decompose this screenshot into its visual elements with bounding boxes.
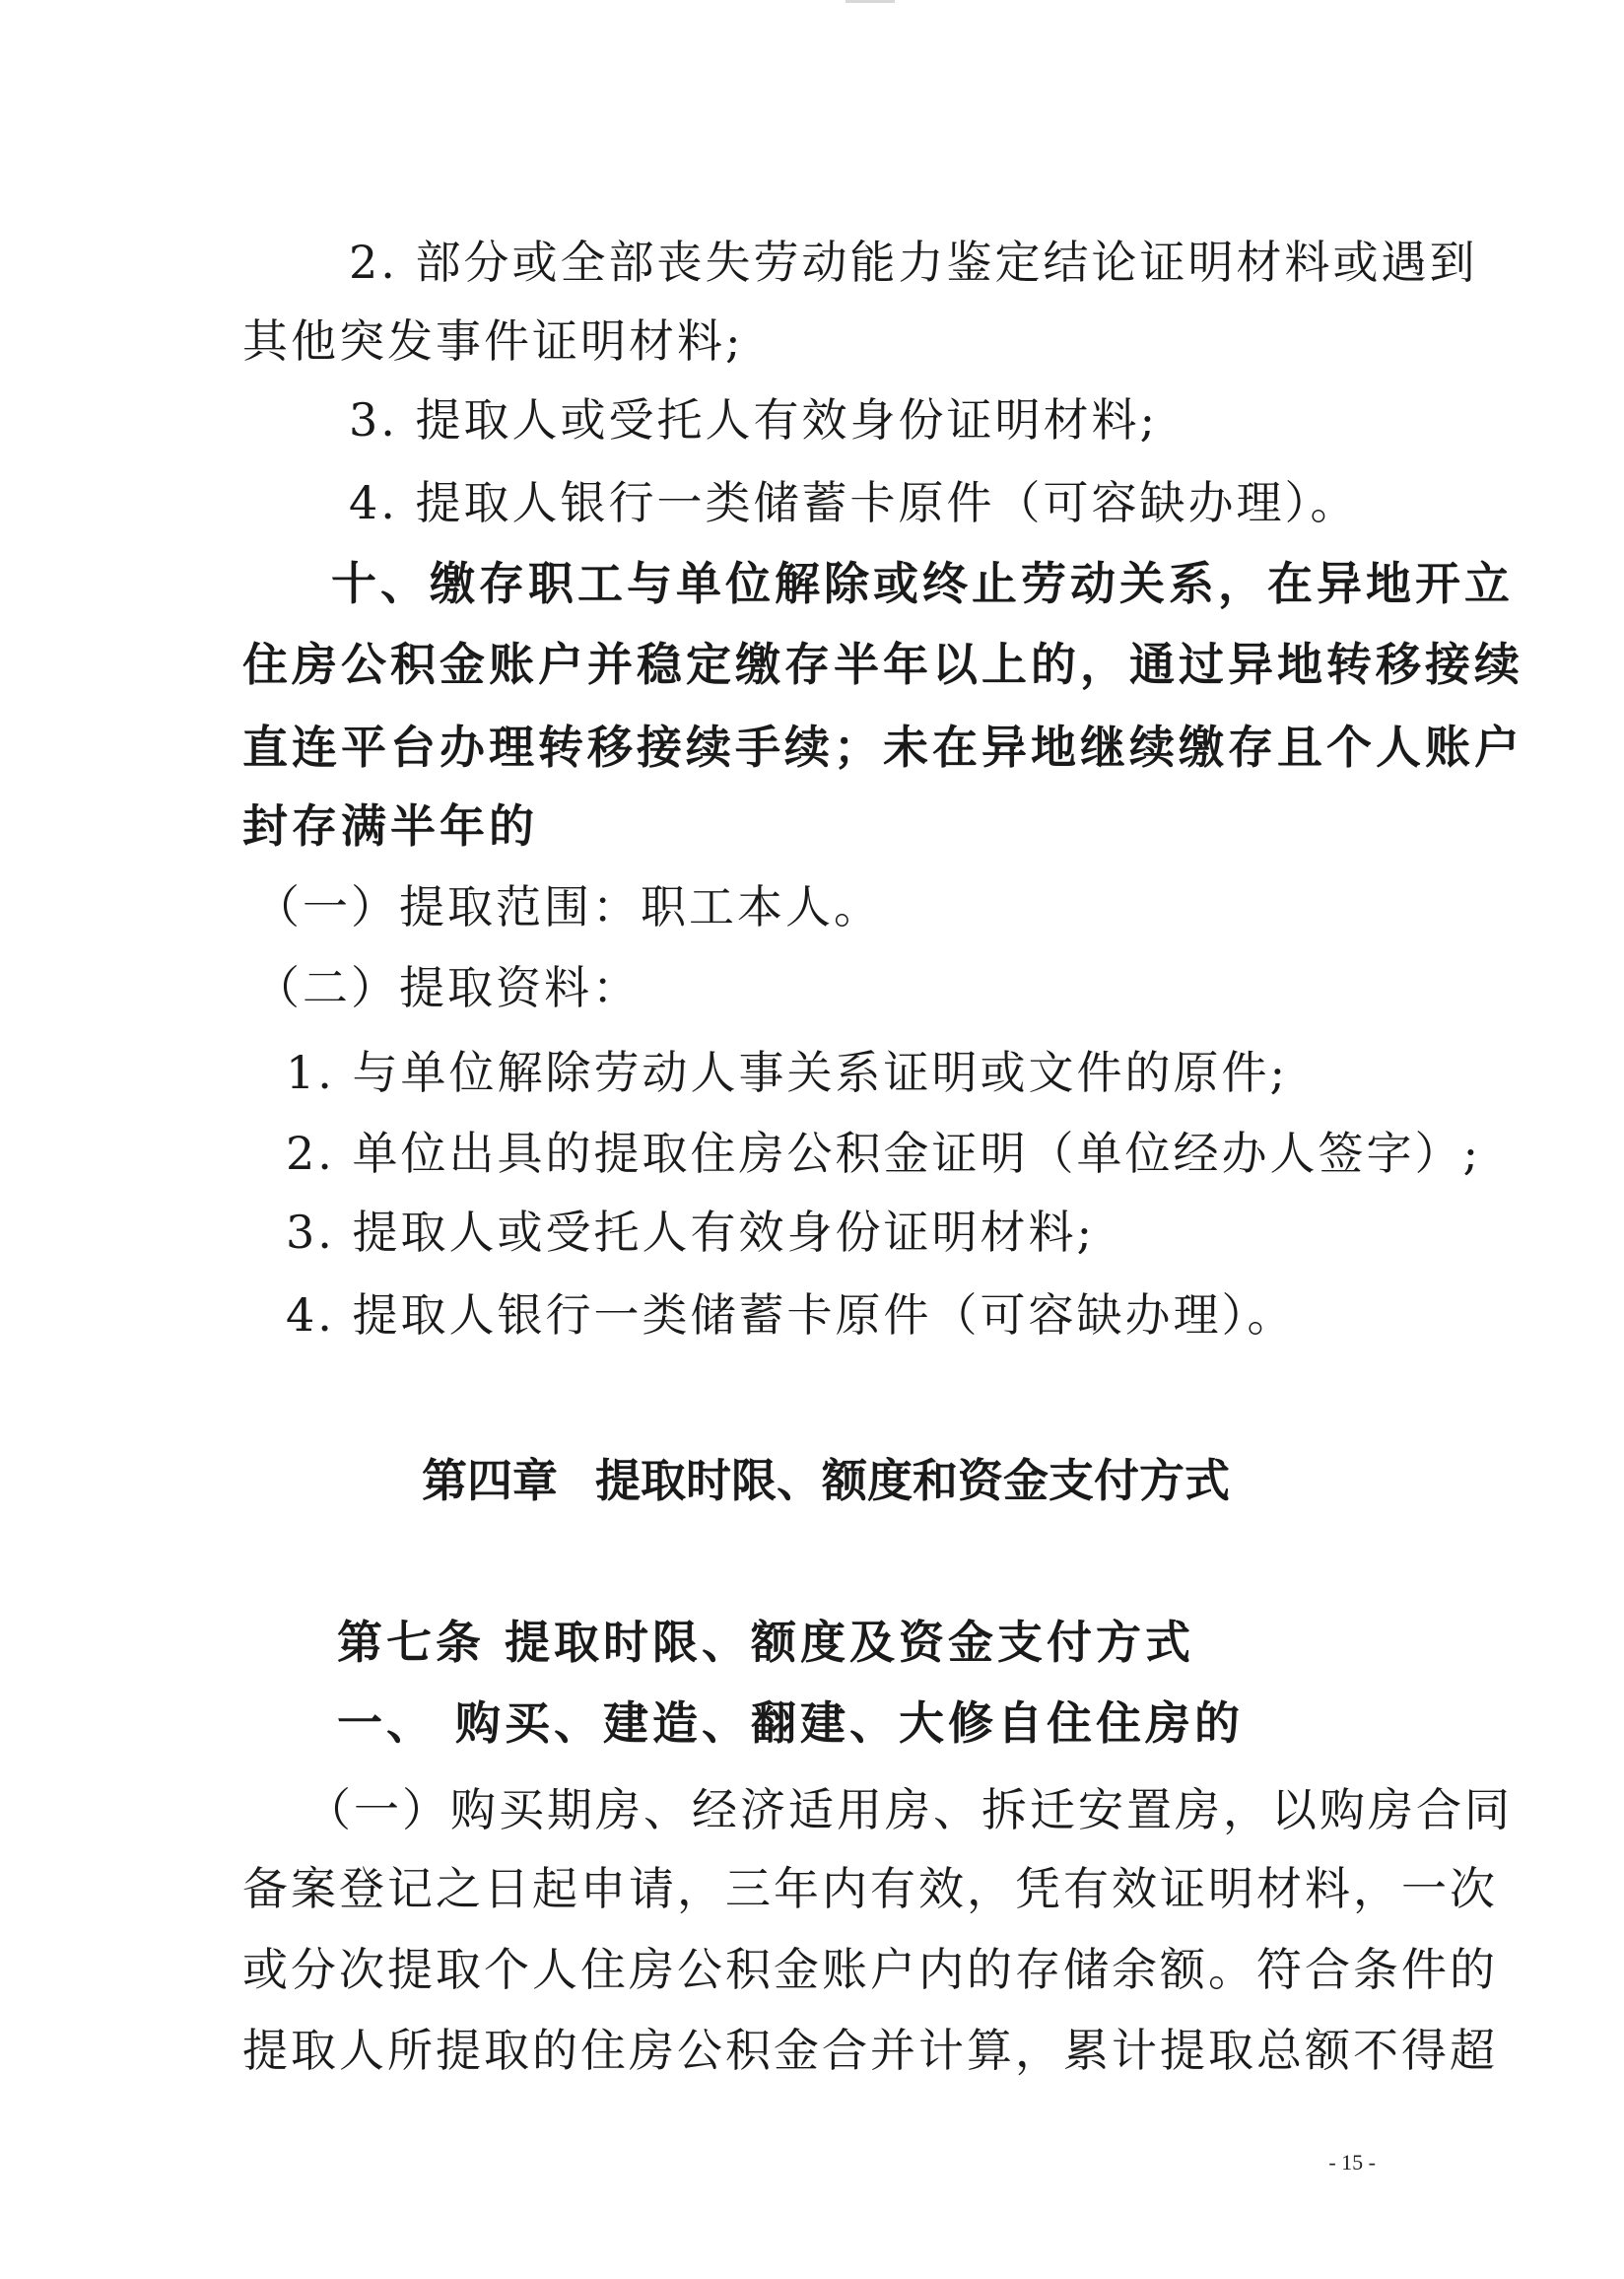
text-line: 2. 部分或全部丧失劳动能力鉴定结论证明材料或遇到 [349,236,1478,289]
list-item: 1. 与单位解除劳动人事关系证明或文件的原件; [286,1046,1289,1099]
chapter-number: 第四章 [422,1454,558,1507]
section-heading-line: 住房公积金账户并稳定缴存半年以上的，通过异地转移接续 [242,638,1523,691]
text-line: 或分次提取个人住房公积金账户内的存储余额。符合条件的 [242,1943,1498,1996]
text-line: 4. 提取人银行一类储蓄卡原件（可容缺办理）。 [349,476,1359,529]
section-heading-line: 封存满半年的 [242,799,538,853]
text-line: （二）提取资料： [254,961,641,1014]
subsection-title: 一、 购买、建造、翻建、大修自住住房的 [337,1696,1245,1750]
section-heading-line: 十、缴存职工与单位解除或终止劳动关系，在异地开立 [331,557,1514,610]
text-line: （一）提取范围：职工本人。 [254,880,882,933]
scan-mark [846,0,895,3]
page-number: - 15 - [1328,2150,1376,2175]
list-item: 2. 单位出具的提取住房公积金证明（单位经办人签字）; [286,1127,1482,1180]
list-item: 3. 提取人或受托人有效身份证明材料; [286,1206,1096,1259]
list-item: 4. 提取人银行一类储蓄卡原件（可容缺办理）。 [286,1288,1296,1342]
text-line: （一）购买期房、经济适用房、拆迁安置房，以购房合同 [305,1783,1513,1836]
text-line: 备案登记之日起申请，三年内有效，凭有效证明材料，一次 [242,1862,1498,1915]
text-line: 其他突发事件证明材料; [242,314,744,368]
text-line: 提取人所提取的住房公积金合并计算，累计提取总额不得超 [242,2024,1498,2077]
text-line: 3. 提取人或受托人有效身份证明材料; [349,393,1159,447]
section-heading-line: 直连平台办理转移接续手续；未在异地继续缴存且个人账户 [242,721,1523,774]
chapter-title: 提取时限、额度和资金支付方式 [595,1454,1230,1507]
article-title: 第七条 提取时限、额度及资金支付方式 [337,1616,1195,1669]
